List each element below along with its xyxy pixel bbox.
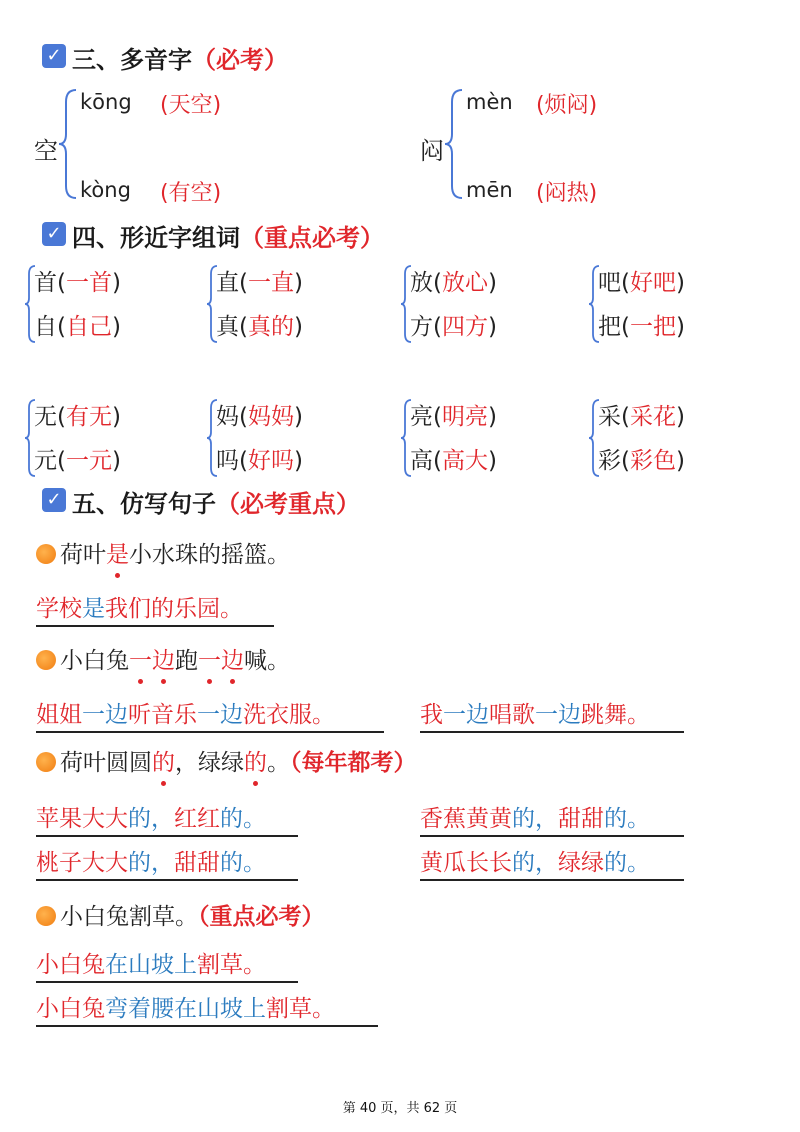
pair-char: 方( (410, 314, 442, 340)
answer-3c: 桃子大大的，甜甜的。 (36, 844, 298, 881)
pair-char: 真( (216, 314, 248, 340)
pair-word: 一把 (629, 314, 676, 340)
pair-word: 好吧 (629, 270, 676, 296)
pair-char: 直( (216, 270, 248, 296)
checkbox-icon: ✓ (42, 488, 66, 512)
bullet-icon (36, 544, 56, 564)
pair-word: 明亮 (441, 404, 488, 430)
section4-heading (72, 218, 384, 253)
pair-word: 有无 (65, 404, 112, 430)
example-sentence-1: 荷叶是小水珠的摇篮。 (36, 536, 290, 569)
bullet-icon (36, 752, 56, 772)
pair-word: 放心 (441, 270, 488, 296)
section5-title: 五、仿写句子 (72, 490, 216, 518)
answer-3a: 苹果大大的，红红的。 (36, 800, 298, 837)
bullet-icon (36, 650, 56, 670)
word-men2: (闷热) (536, 181, 598, 206)
pair-word: 一元 (65, 448, 112, 474)
pinyin-kong2: kòng (80, 178, 131, 202)
pair-char: 放( (410, 270, 442, 296)
section3-title: 三、多音字 (72, 46, 192, 74)
answer-3b: 香蕉黄黄的，甜甜的。 (420, 800, 684, 837)
pair-word: 好吗 (247, 448, 294, 474)
bullet-icon (36, 906, 56, 926)
section3-tag: （必考） (192, 46, 288, 74)
word-pair-item: 采(采花) (598, 404, 685, 430)
brace-icon (444, 88, 466, 200)
pair-word: 彩色 (629, 448, 676, 474)
pinyin-kong1: kōng (80, 90, 132, 114)
pair-word: 一首 (65, 270, 112, 296)
word-pair-item: 无(有无) (34, 404, 121, 430)
word-pair-item: 吗(好吗) (216, 448, 303, 474)
word-kong1: (天空) (160, 93, 222, 118)
answer-2a: 姐姐一边听音乐一边洗衣服。 (36, 696, 384, 733)
poly-char-kong: 空 (34, 137, 58, 165)
word-pair-item: 直(一直) (216, 270, 303, 296)
section3-heading (72, 40, 288, 75)
pair-word: 高大 (441, 448, 488, 474)
answer-4b: 小白兔弯着腰在山坡上割草。 (36, 990, 378, 1027)
example-sentence-4: 小白兔割草。（重点必考） (36, 898, 325, 931)
word-kong2: (有空) (160, 181, 222, 206)
word-pair-item: 首(一首) (34, 270, 121, 296)
section4-title: 四、形近字组词 (72, 224, 240, 252)
pair-char: 采( (598, 404, 630, 430)
pair-char: 彩( (598, 448, 630, 474)
pair-char: 高( (410, 448, 442, 474)
example-sentence-3: 荷叶圆圆的，绿绿的。（每年都考） (36, 744, 417, 777)
pair-char: 妈( (216, 404, 248, 430)
answer-1: 学校是我们的乐园。 (36, 590, 274, 627)
pair-char: 吗( (216, 448, 248, 474)
pinyin-men1: mèn (466, 90, 513, 114)
pair-word: 一直 (247, 270, 294, 296)
pinyin-men2: mēn (466, 178, 513, 202)
word-pair-item: 真(真的) (216, 314, 303, 340)
pair-word: 四方 (441, 314, 488, 340)
word-pair-item: 妈(妈妈) (216, 404, 303, 430)
section4-tag: （重点必考） (240, 224, 384, 252)
pair-word: 自己 (65, 314, 112, 340)
pair-char: 元( (34, 448, 66, 474)
word-pair-item: 方(四方) (410, 314, 497, 340)
example-sentence-2: 小白兔一边跑一边喊。 (36, 642, 290, 675)
word-pair-item: 把(一把) (598, 314, 685, 340)
word-pair-item: 高(高大) (410, 448, 497, 474)
answer-4a: 小白兔在山坡上割草。 (36, 946, 298, 983)
word-pair-item: 自(自己) (34, 314, 121, 340)
checkbox-icon: ✓ (42, 222, 66, 246)
brace-icon (58, 88, 80, 200)
page-footer: 第 40 页，共 62 页 (342, 1101, 458, 1116)
pair-word: 采花 (629, 404, 676, 430)
pair-char: 自( (34, 314, 66, 340)
poly-char-men: 闷 (420, 137, 444, 165)
word-pair-item: 放(放心) (410, 270, 497, 296)
pair-char: 无( (34, 404, 66, 430)
word-pair-item: 彩(彩色) (598, 448, 685, 474)
word-pair-item: 亮(明亮) (410, 404, 497, 430)
pair-char: 吧( (598, 270, 630, 296)
pair-word: 真的 (247, 314, 294, 340)
pair-char: 首( (34, 270, 66, 296)
word-pair-item: 元(一元) (34, 448, 121, 474)
pair-char: 亮( (410, 404, 442, 430)
word-men1: (烦闷) (536, 93, 598, 118)
answer-2b: 我一边唱歌一边跳舞。 (420, 696, 684, 733)
section5-tag: （必考重点） (216, 490, 360, 518)
pair-char: 把( (598, 314, 630, 340)
pair-word: 妈妈 (247, 404, 294, 430)
word-pair-item: 吧(好吧) (598, 270, 685, 296)
checkbox-icon: ✓ (42, 44, 66, 68)
answer-3d: 黄瓜长长的，绿绿的。 (420, 844, 684, 881)
section5-heading (72, 484, 360, 519)
